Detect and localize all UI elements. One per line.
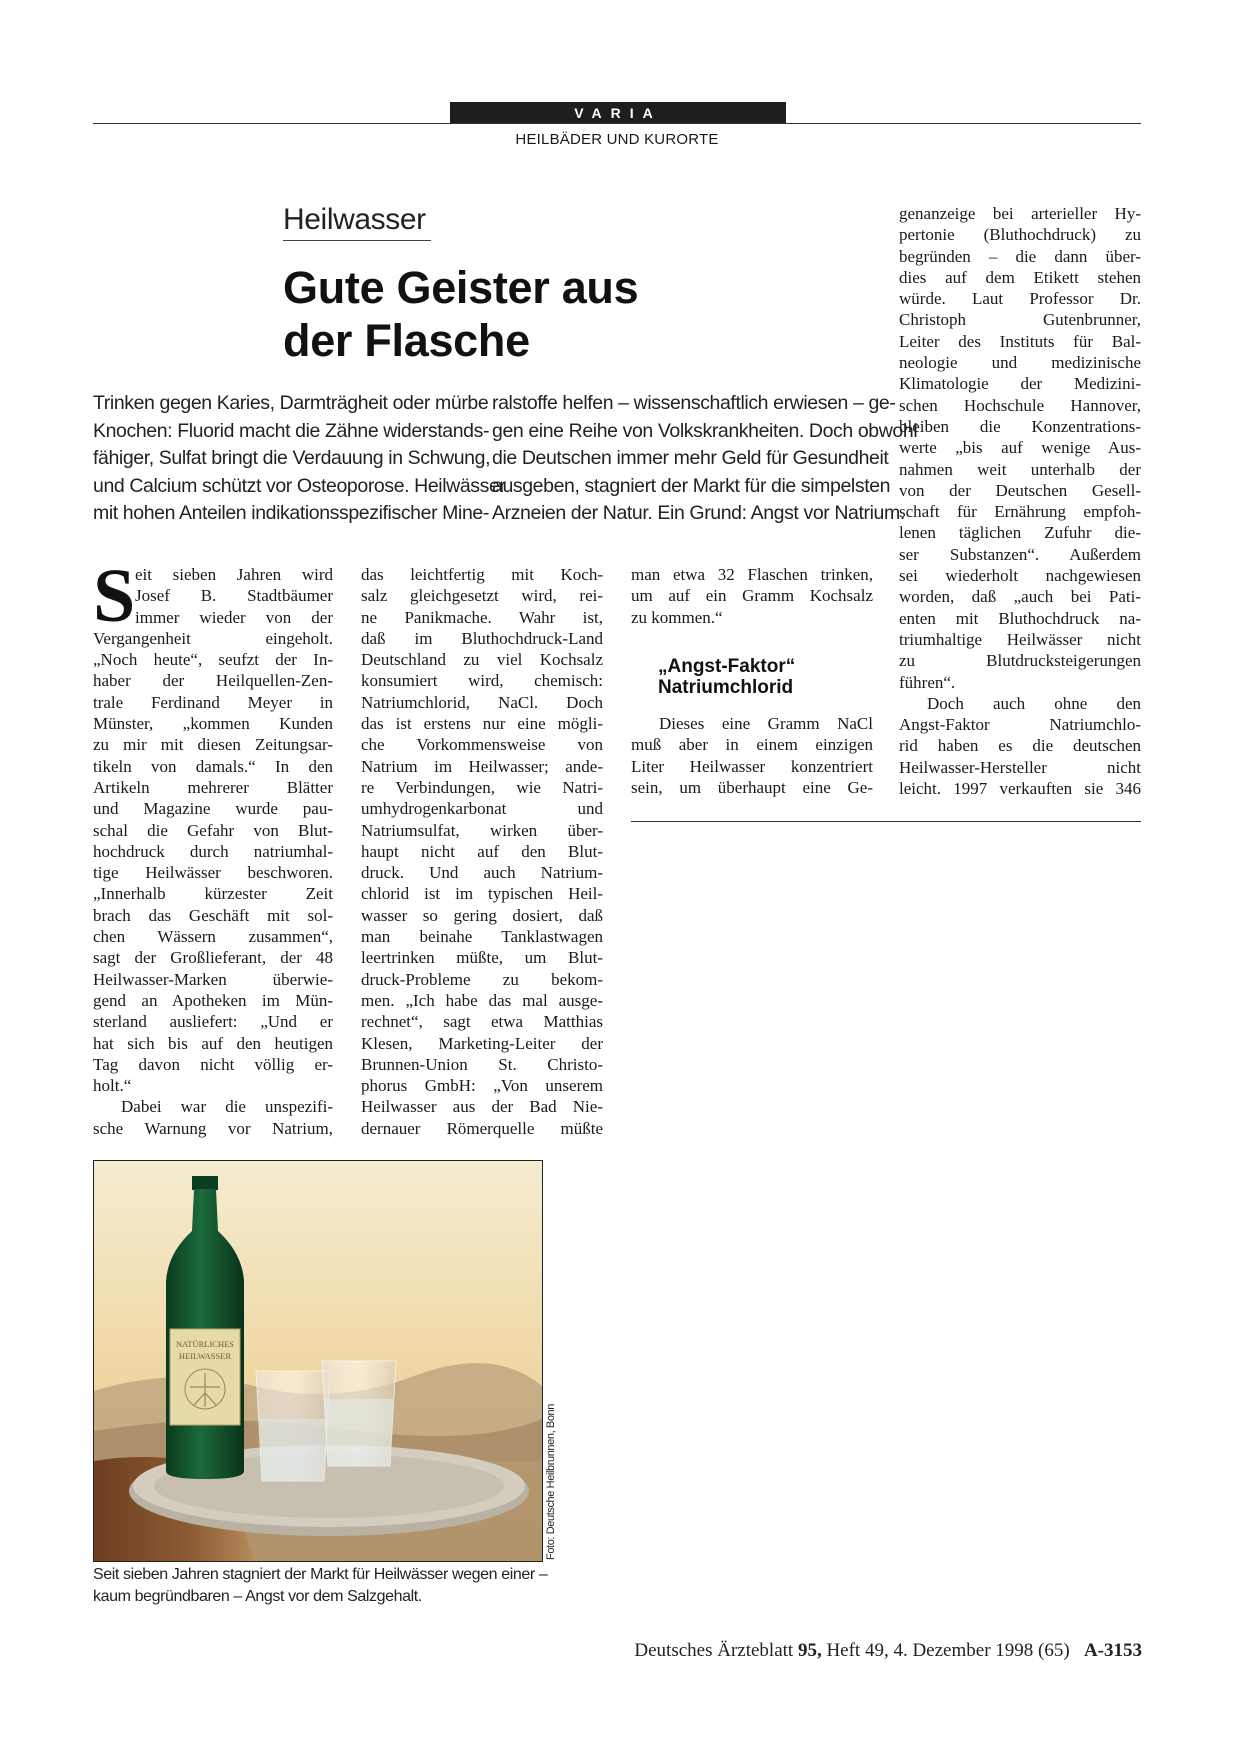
body-line: Doch auch ohne den	[927, 693, 1141, 713]
body-line: man beinahe Tanklastwagen	[361, 927, 603, 947]
subhead-line: „Angst-Faktor“	[658, 656, 796, 677]
body-line: man etwa 32 Flaschen trinken,	[631, 565, 873, 584]
body-line: konsumiert wird, chemisch:	[361, 671, 603, 691]
body-line: Angst-Faktor Natriumchlo-	[899, 715, 1141, 735]
photo-credit: Foto: Deutsche Heilbrunnen, Bonn	[545, 1404, 557, 1560]
body-line: Deutschland zu viel Kochsalz	[361, 650, 603, 670]
body-line: das leichtfertig mit Koch-	[361, 565, 603, 584]
body-column-4	[899, 203, 1141, 799]
body-line: rechnet“, sagt etwa Matthias	[361, 1012, 603, 1032]
body-line: Natriumsulfat, wirken über-	[361, 820, 603, 840]
body-line: begründen – die dann über-	[899, 246, 1141, 266]
body-line: leicht. 1997 verkauften sie 346	[899, 779, 1141, 799]
body-column-2	[361, 564, 603, 1139]
body-line: Tag davon nicht völlig er-	[93, 1054, 333, 1074]
article-kicker: Heilwasser	[283, 203, 426, 236]
body-line: nahmen weit unterhalb der	[899, 459, 1141, 479]
body-line: Liter Heilwasser konzentriert	[631, 756, 873, 776]
body-line: Artikeln mehrerer Blätter	[93, 777, 333, 797]
lead-line: Knochen: Fluorid macht die Zähne widerstands-	[93, 419, 490, 442]
page-footer	[560, 1640, 1142, 1662]
body-column-3-bottom	[631, 713, 873, 798]
body-line: ne Panikmache. Wahr ist,	[361, 607, 603, 627]
body-line: sagt der Großlieferant, der 48	[93, 948, 333, 968]
body-line: sei wiederholt nachgewiesen	[899, 566, 1141, 586]
body-column-3-top	[631, 564, 873, 628]
bottle-label-line-1: NATÜRLICHES	[175, 1339, 235, 1349]
headline-line-2: der Flasche	[283, 315, 530, 366]
dropcap: S	[93, 554, 136, 638]
journal-issue: Heft 49, 4. Dezember 1998 (65)	[826, 1640, 1070, 1661]
body-line: führen“.	[899, 672, 956, 692]
body-line: Münster, „kommen Kunden	[93, 714, 333, 734]
body-line: Dabei war die unspezifi-	[121, 1097, 333, 1117]
body-line: zu Blutdrucksteigerungen	[899, 651, 1141, 671]
body-line: salz gleichgesetzt wird, rei-	[361, 586, 603, 606]
body-line: haupt nicht auf den Blut-	[361, 841, 603, 861]
lead-line: und Calcium schützt vor Osteoporose. Heilwässer	[93, 474, 506, 497]
body-line: Dieses eine Gramm NaCl	[659, 714, 873, 733]
body-line: dernauer Römerquelle müßte	[361, 1118, 603, 1138]
bottle-label-line-2: HEILWASSER	[178, 1351, 232, 1361]
body-line: tige Heilwässer beschworen.	[93, 863, 333, 883]
body-line: werte „bis auf wenige Aus-	[899, 438, 1141, 458]
body-line: zu mir mit diesen Zeitungsar-	[93, 735, 333, 755]
body-line: enten mit Bluthochdruck na-	[899, 608, 1141, 628]
body-line: „Innerhalb kürzester Zeit	[93, 884, 333, 904]
journal-volume: 95,	[797, 1640, 822, 1661]
subhead-line: Natriumchlorid	[658, 677, 794, 698]
caption-line: Seit sieben Jahren stagniert der Markt für Heilwässer wegen einer –	[93, 1566, 548, 1583]
body-line: gend an Apotheken im Mün-	[93, 990, 333, 1010]
body-line: phorus GmbH: „Von unserem	[361, 1076, 603, 1096]
body-line: daß im Bluthochdruck-Land	[361, 628, 603, 648]
body-line: pertonie (Bluthochdruck) zu	[899, 225, 1141, 245]
lead-line: Arzneien der Natur. Ein Grund: Angst vor Natrium.	[492, 502, 905, 524]
kicker-underline	[283, 240, 431, 241]
body-line: um auf ein Gramm Kochsalz	[631, 586, 873, 606]
body-line: Josef B. Stadtbäumer	[135, 586, 333, 606]
lead-line: fähiger, Sulfat bringt die Verdauung in Schwung,	[93, 447, 491, 469]
body-line: trale Ferdinand Meyer in	[93, 692, 333, 712]
caption-line: kaum begründbaren – Angst vor dem Salzgehalt.	[93, 1588, 422, 1605]
article-photo	[93, 1160, 543, 1562]
body-line: sein, um überhaupt eine Ge-	[631, 777, 873, 797]
body-line: brach das Geschäft mit sol-	[93, 905, 333, 925]
body-line: Klimatologie der Medizini-	[899, 374, 1141, 394]
lead-line: Trinken gegen Karies, Darmträgheit oder mürbe	[93, 392, 489, 414]
body-line: muß aber in einem einzigen	[631, 735, 873, 755]
section-rule	[93, 123, 1141, 124]
body-line: Christoph Gutenbrunner,	[899, 310, 1141, 330]
body-line: Natriumchlorid, NaCl. Doch	[361, 692, 603, 712]
body-line: rid haben es die deutschen	[899, 736, 1141, 756]
lead-line: mit hohen Anteilen indikationsspezifischer Mine-	[93, 502, 489, 524]
journal-name: Deutsches Ärzteblatt	[634, 1640, 794, 1661]
lead-paragraph-right	[492, 390, 918, 528]
lead-paragraph-left	[93, 390, 506, 528]
body-line: triumhaltige Heilwässer nicht	[899, 629, 1141, 649]
body-line: „Noch heute“, seufzt der In-	[93, 650, 333, 670]
headline-line-1: Gute Geister aus	[283, 262, 639, 313]
body-line: worden, daß „auch bei Pati-	[899, 587, 1141, 607]
photo-illustration	[94, 1161, 542, 1561]
body-line: hat sich bis auf den heutigen	[93, 1033, 333, 1053]
body-line: men. „Ich habe das mal ausge-	[361, 990, 603, 1010]
body-line: tikeln von damals.“ In den	[93, 756, 333, 776]
body-line: das ist erstens nur eine mögli-	[361, 714, 603, 734]
body-line: chen Wässern zusammen“,	[93, 927, 333, 947]
body-line: eit sieben Jahren wird	[135, 565, 333, 584]
section-subtitle: HEILBÄDER UND KURORTE	[515, 131, 719, 148]
body-line: che Vorkommensweise von	[361, 735, 603, 755]
body-line: Heilwasser aus der Bad Nie-	[361, 1097, 603, 1117]
body-line: schaft für Ernährung empfoh-	[899, 502, 1141, 522]
body-line: sterland ausliefert: „Und er	[93, 1012, 333, 1032]
article-subhead	[658, 656, 795, 698]
body-line: Heilwasser-Marken überwie-	[93, 969, 333, 989]
body-line: von der Deutschen Gesell-	[899, 480, 1141, 500]
body-line: leertrinken müßte, um Blut-	[361, 948, 603, 968]
lead-line: ausgeben, stagniert der Markt für die simpelsten	[492, 474, 891, 497]
lead-line: die Deutschen immer mehr Geld für Gesundheit	[492, 447, 889, 469]
body-line: bleiben die Konzentrations-	[899, 416, 1141, 436]
body-line: und Magazine wurde pau-	[93, 799, 333, 819]
body-line: Heilwasser-Hersteller nicht	[899, 757, 1141, 777]
body-line: haber der Heilquellen-Zen-	[93, 671, 333, 691]
body-line: holt.“	[93, 1076, 132, 1096]
body-line: schen Hochschule Hannover,	[899, 395, 1141, 415]
body-line: hochdruck durch natriumhal-	[93, 841, 333, 861]
body-line: schal die Gefahr von Blut-	[93, 820, 333, 840]
body-line: würde. Laut Professor Dr.	[899, 289, 1141, 309]
body-line: ser Substanzen“. Außerdem	[899, 544, 1141, 564]
body-line: genanzeige bei arterieller Hy-	[899, 204, 1141, 223]
body-line: Vergangenheit eingeholt.	[93, 628, 333, 648]
body-line: neologie und medizinische	[899, 353, 1141, 373]
body-line: Leiter des Instituts für Bal-	[899, 331, 1141, 351]
body-line: immer wieder von der	[135, 607, 333, 627]
body-line: druck-Probleme zu bekom-	[361, 969, 603, 989]
section-label: VARIA	[450, 102, 786, 124]
page-number: A-3153	[1083, 1640, 1142, 1661]
lead-line: gen eine Reihe von Volkskrankheiten. Doch obwohl	[492, 419, 918, 442]
photo-caption	[93, 1564, 553, 1608]
body-line: druck. Und auch Natrium-	[361, 863, 603, 883]
body-line: Brunnen-Union St. Christo-	[361, 1054, 603, 1074]
body-line: sche Warnung vor Natrium,	[93, 1118, 333, 1138]
body-line: chlorid ist im typischen Heil-	[361, 884, 603, 904]
body-line: re Verbindungen, wie Natri-	[361, 777, 603, 797]
lead-line: ralstoffe helfen – wissenschaftlich erwiesen – ge-	[492, 392, 896, 414]
body-line: Klesen, Marketing-Leiter der	[361, 1033, 603, 1053]
body-column-1	[93, 554, 333, 1139]
body-line: umhydrogenkarbonat und	[361, 799, 603, 819]
body-line: dies auf dem Etikett stehen	[899, 267, 1141, 287]
body-line: zu kommen.“	[631, 607, 723, 627]
body-line: Natrium im Heilwasser; ande-	[361, 756, 603, 776]
column-end-rule	[631, 821, 1141, 822]
body-line: lenen täglichen Zufuhr die-	[899, 523, 1141, 543]
body-line: wasser so gering dosiert, daß	[361, 905, 603, 925]
